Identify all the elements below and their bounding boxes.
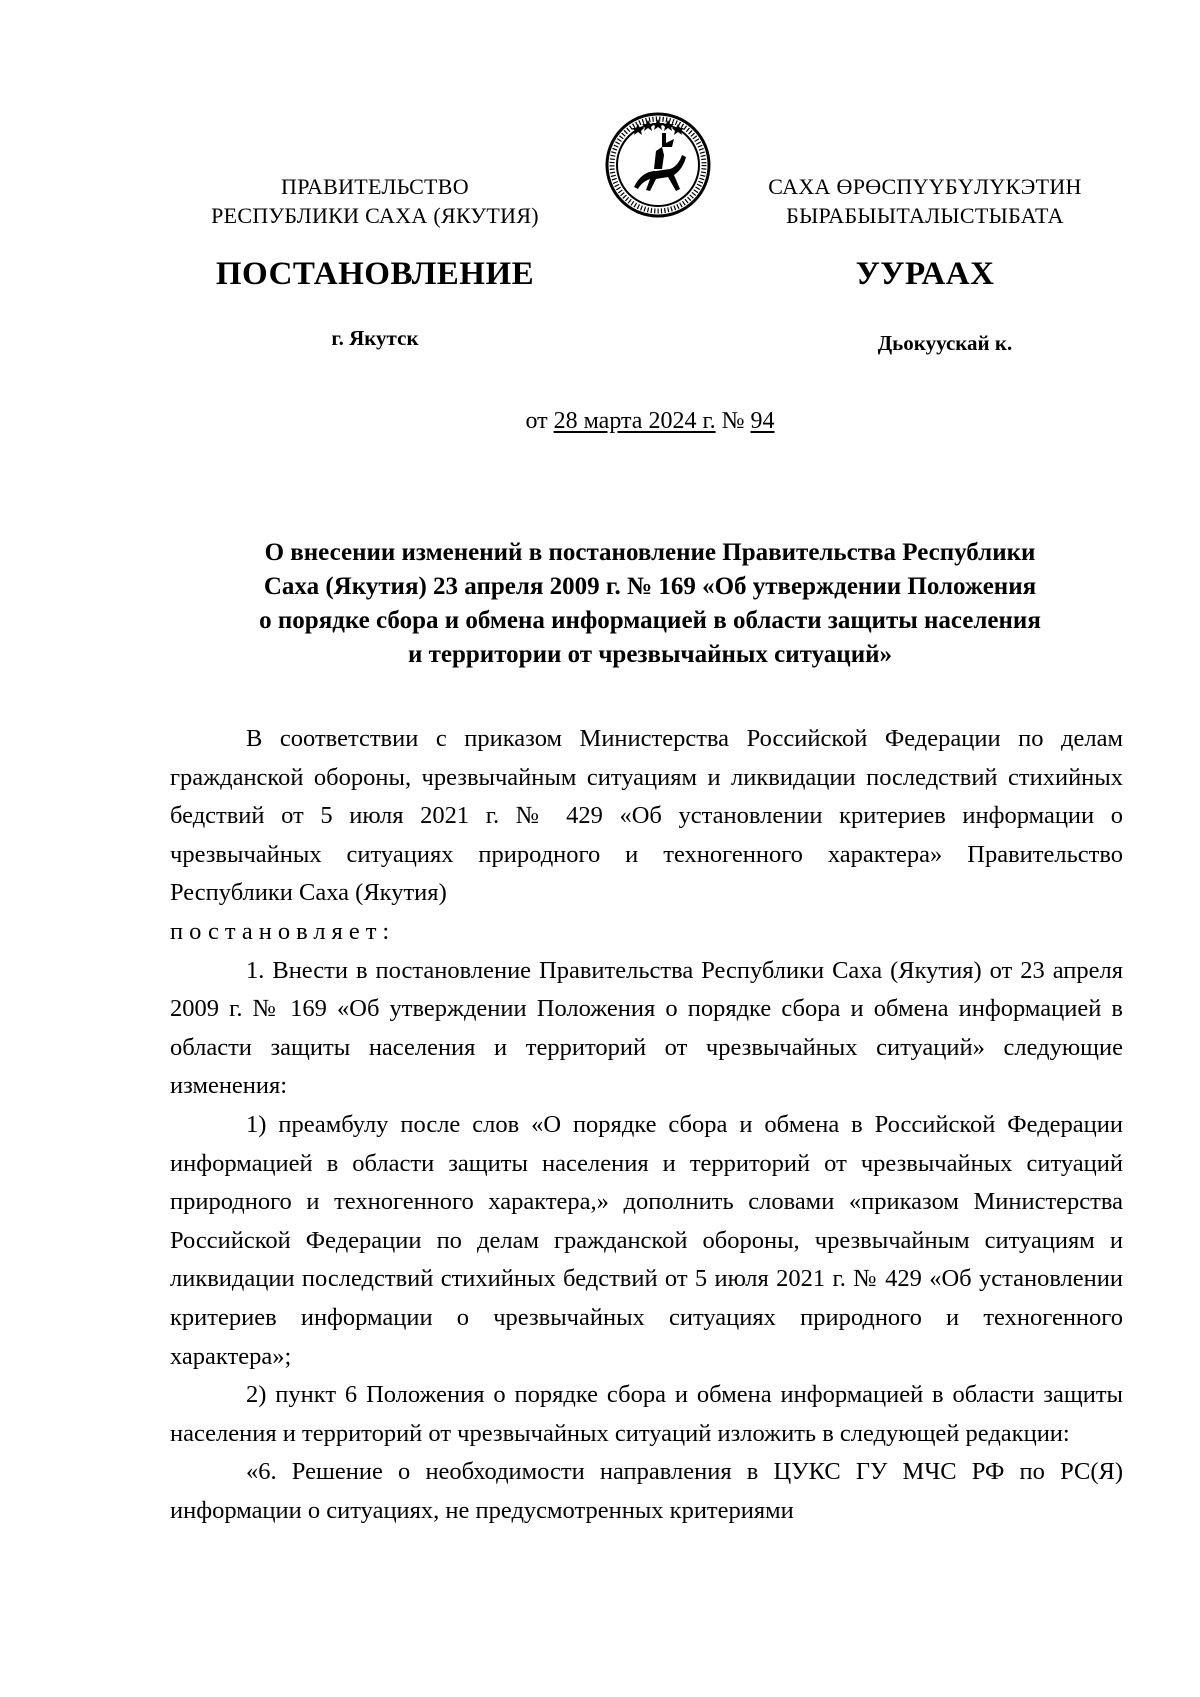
number-sign: № bbox=[715, 408, 751, 434]
city-sakha: Дьокуускай к. bbox=[877, 331, 1013, 355]
clause-1-paragraph: 1. Внести в постановление Правительства Республики Саха (Якутия) от 23 апреля 2009 г. № 169 «Об утверждении Положения о порядке сбора и обмена информацией в области защиты населения и территорий от чрезвычайных ситуаций» следующие изменения: bbox=[170, 956, 1123, 1100]
subject-line: Саха (Якутия) 23 апреля 2009 г. № 169 «Об утверждении Положения bbox=[263, 573, 1037, 600]
preamble-text: В соответствии с приказом Министерства Российской Федерации по делам гражданской обороны, чрезвычайным ситуациям и ликвидации последствий стихийных бедствий от 5 июля 2021 г. № 429 «Об установлении критериев информации о чрезвычайных ситуациях природного и техногенного характера» Правительство Республики Саха (Якутия) bbox=[170, 725, 1123, 907]
document-date-number bbox=[0, 408, 1200, 435]
subject-line: о порядке сбора и обмена информацией в области защиты населения bbox=[259, 607, 1041, 634]
document-number: 94 bbox=[750, 408, 775, 434]
document-body bbox=[170, 720, 1123, 1530]
issuer-sakha-line2: БЫРАБЫЫТАЛЫСТЫБАТА bbox=[786, 203, 1064, 228]
subject-line: и территории от чрезвычайных ситуаций» bbox=[407, 641, 893, 668]
date-prefix: от bbox=[525, 408, 554, 434]
clause-1-subitem-2: 2) пункт 6 Положения о порядке сбора и обмена информацией в области защиты населения и территорий от чрезвычайных ситуаций изложить в следующей редакции: bbox=[170, 1381, 1123, 1447]
document-subject bbox=[170, 536, 1130, 672]
coat-of-arms-emblem bbox=[604, 111, 712, 219]
quoted-item-6: «6. Решение о необходимости направления в ЦУКС ГУ МЧС РФ по РС(Я) информации о ситуациях, не предусмотренных критериями bbox=[170, 1458, 1123, 1524]
subject-line: О внесении изменений в постановление Правительства Республики bbox=[264, 539, 1036, 566]
document-type-sakha: УУРААХ bbox=[855, 256, 995, 292]
document-date: 28 марта 2024 г. bbox=[553, 408, 716, 434]
clause-1-subitem-1: 1) преамбулу после слов «О порядке сбора и обмена в Российской Федерации информацией в области защиты населения и территорий от чрезвычайных ситуаций природного и техногенного характера,» дополнить словами «приказом Министерства Российской Федерации по делам гражданской обороны, чрезвычайным ситуациям и ликвидации последствий стихийных бедствий от 5 июля 2021 г. № 429 «Об установлении критериев информации о чрезвычайных ситуациях природного и техногенного характера»; bbox=[170, 1110, 1123, 1370]
issuer-sakha-line1: САХА ӨРӨСПҮҮБҮЛҮКЭТИН bbox=[768, 174, 1082, 199]
resolves-word: постановляет: bbox=[170, 917, 396, 945]
issuer-russian bbox=[160, 172, 590, 230]
document-type-russian: ПОСТАНОВЛЕНИЕ bbox=[215, 256, 535, 292]
preamble-paragraph bbox=[170, 720, 1123, 952]
issuer-sakha bbox=[740, 172, 1110, 230]
issuer-russian-line2: РЕСПУБЛИКИ САХА (ЯКУТИЯ) bbox=[211, 203, 539, 228]
city-russian: г. Якутск bbox=[331, 326, 419, 350]
issuer-russian-line1: ПРАВИТЕЛЬСТВО bbox=[281, 174, 469, 199]
